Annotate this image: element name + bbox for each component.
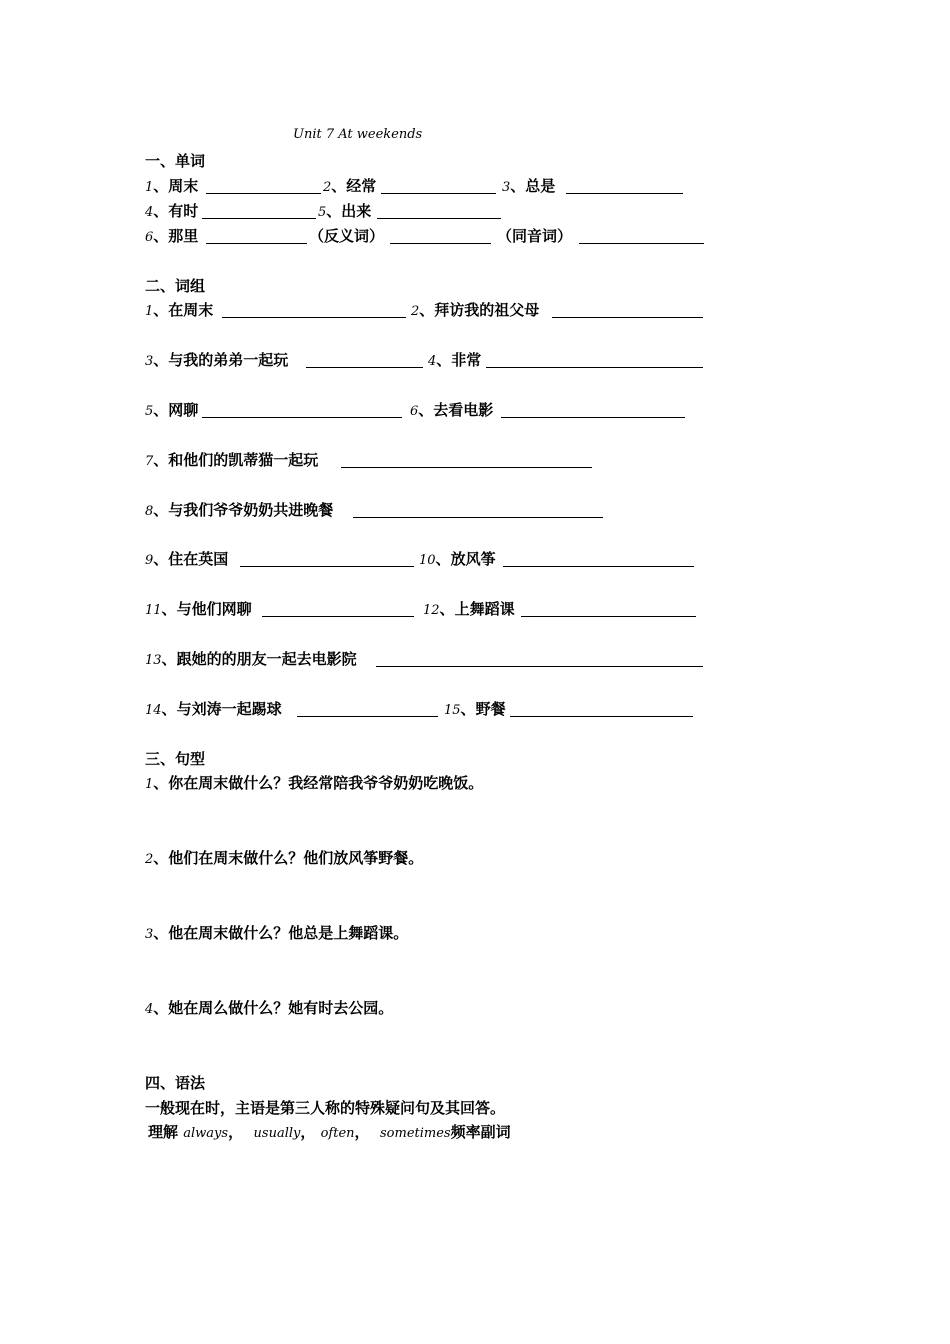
answer-line[interactable]: [501, 417, 685, 418]
answer-line[interactable]: [222, 317, 406, 318]
phrase-item-4: 4、非常: [428, 351, 482, 369]
answer-line[interactable]: [566, 193, 683, 194]
sentence-item-4: 4、她在周么做什么？她有时去公园。: [145, 999, 394, 1017]
homophone-label: （同音词）: [497, 227, 573, 245]
answer-line[interactable]: [206, 243, 307, 244]
grammar-line: 一般现在时，主语是第三人称的特殊疑问句及其回答。: [145, 1099, 506, 1117]
phrase-item-15: 15、野餐: [444, 700, 506, 718]
antonym-label: （反义词）: [309, 227, 385, 245]
answer-line[interactable]: [353, 517, 603, 518]
section-3-heading: 三、句型: [145, 750, 206, 768]
answer-line[interactable]: [377, 218, 501, 219]
answer-line[interactable]: [262, 616, 414, 617]
answer-line[interactable]: [306, 367, 423, 368]
phrase-item-3: 3、与我的弟弟一起玩: [145, 351, 289, 369]
vocab-item-6: 6、那里: [145, 227, 199, 245]
vocab-item-3: 3、总是: [502, 177, 556, 195]
vocab-item-4: 4、有时: [145, 202, 199, 220]
section-1-heading: 一、单词: [145, 152, 206, 170]
sentence-item-3: 3、他在周末做什么？他总是上舞蹈课。: [145, 924, 409, 942]
answer-line[interactable]: [510, 716, 693, 717]
phrase-item-10: 10、放风筝: [419, 550, 496, 568]
phrase-item-14: 14、与刘涛一起踢球: [145, 700, 282, 718]
answer-line[interactable]: [390, 243, 491, 244]
phrase-item-12: 12、上舞蹈课: [423, 600, 515, 618]
phrase-item-1: 1、在周末: [145, 301, 214, 319]
answer-line[interactable]: [206, 193, 321, 194]
answer-line[interactable]: [381, 193, 496, 194]
answer-line[interactable]: [297, 716, 438, 717]
phrase-item-11: 11、与他们网聊: [145, 600, 252, 618]
phrase-item-8: 8、与我们爷爷奶奶共进晚餐: [145, 501, 334, 519]
section-4-heading: 四、语法: [145, 1074, 206, 1092]
answer-line[interactable]: [376, 666, 703, 667]
frequency-adverbs-line: 理解 always， usually， often， sometimes频率副词: [148, 1123, 511, 1141]
phrase-item-5: 5、网聊: [145, 401, 199, 419]
vocab-item-2: 2、经常: [323, 177, 377, 195]
answer-line[interactable]: [579, 243, 704, 244]
vocab-item-1: 1、周末: [145, 177, 199, 195]
phrase-item-9: 9、住在英国: [145, 550, 229, 568]
phrase-item-6: 6、去看电影: [410, 401, 494, 419]
section-2-heading: 二、词组: [145, 277, 206, 295]
phrase-item-7: 7、和他们的凯蒂猫一起玩: [145, 451, 319, 469]
vocab-item-5: 5、出来: [318, 202, 372, 220]
answer-line[interactable]: [521, 616, 696, 617]
page-title: Unit 7 At weekends: [293, 127, 423, 142]
sentence-item-2: 2、他们在周末做什么？他们放风筝野餐。: [145, 849, 424, 867]
phrase-item-13: 13、跟她的的朋友一起去电影院: [145, 650, 357, 668]
answer-line[interactable]: [202, 417, 402, 418]
phrase-item-2: 2、拜访我的祖父母: [411, 301, 540, 319]
answer-line[interactable]: [341, 467, 592, 468]
answer-line[interactable]: [202, 218, 316, 219]
answer-line[interactable]: [552, 317, 703, 318]
sentence-item-1: 1、你在周末做什么？我经常陪我爷爷奶奶吃晚饭。: [145, 774, 484, 792]
answer-line[interactable]: [240, 566, 414, 567]
answer-line[interactable]: [486, 367, 703, 368]
answer-line[interactable]: [503, 566, 694, 567]
